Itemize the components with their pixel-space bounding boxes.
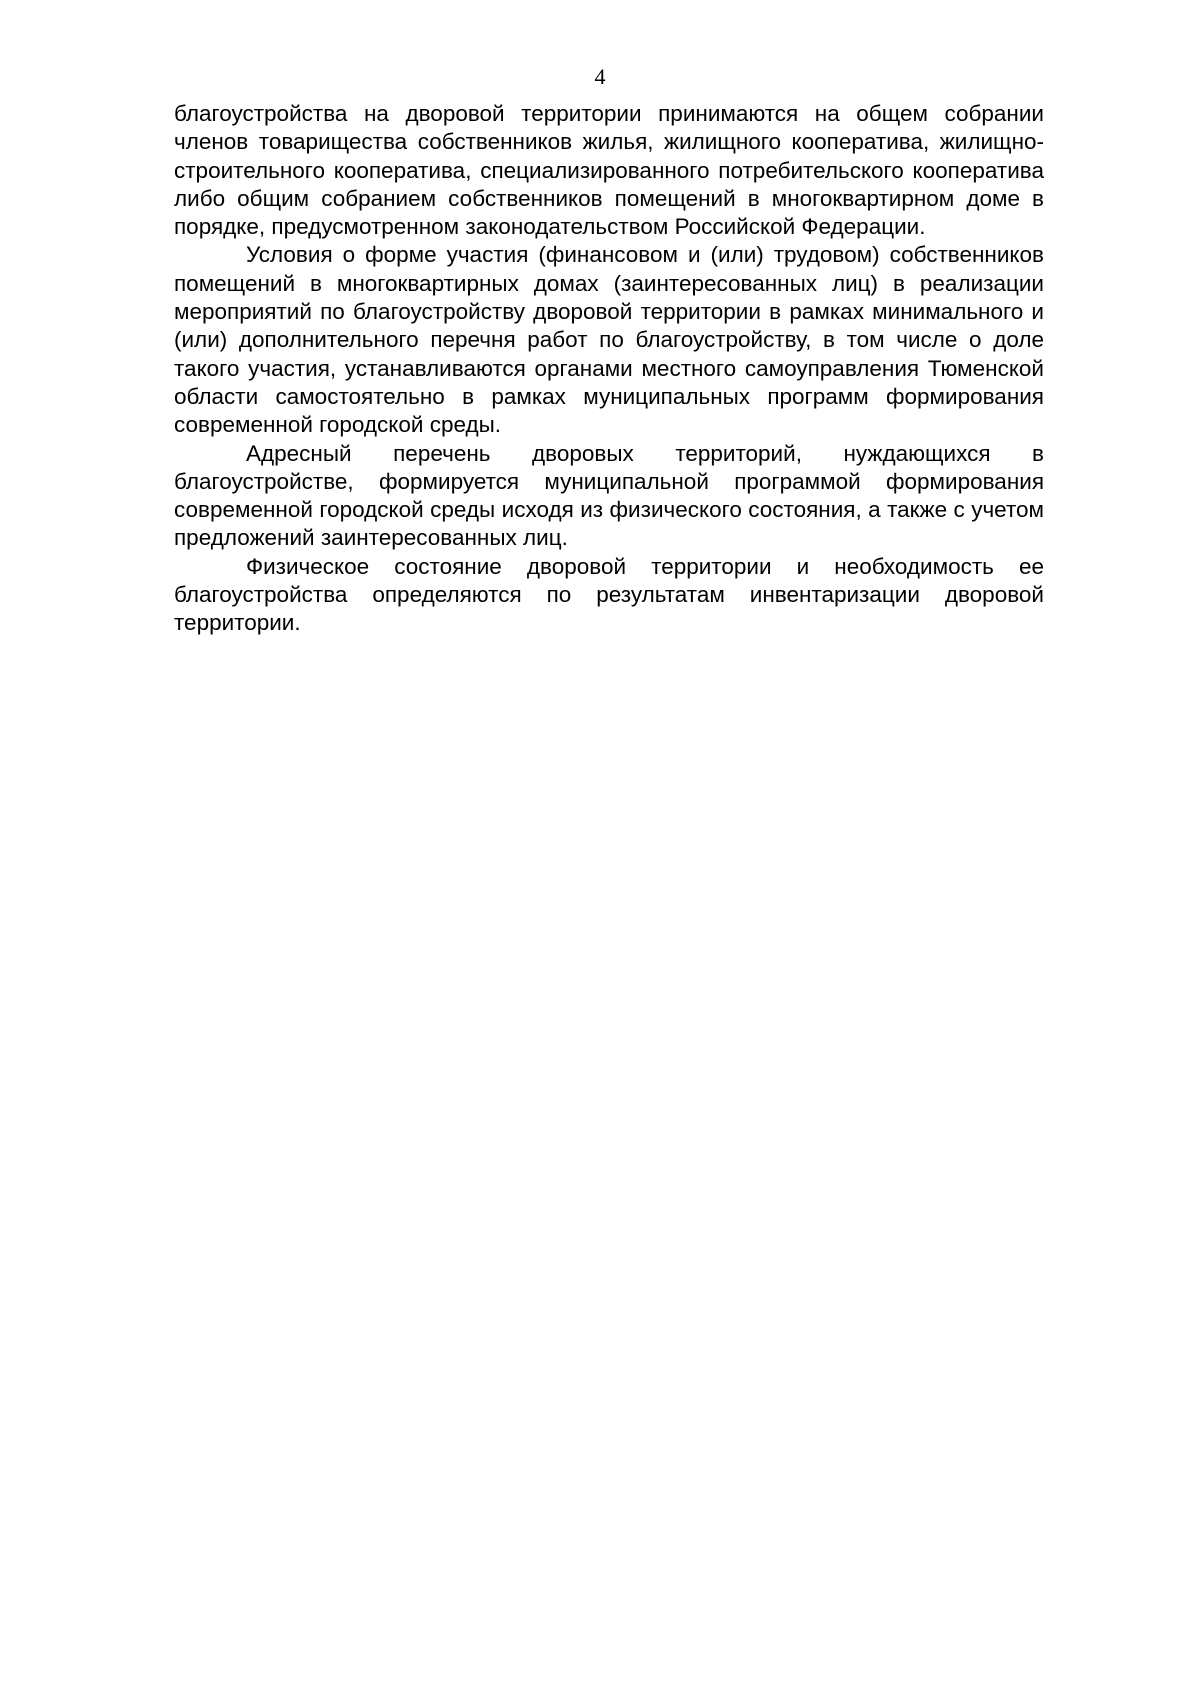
paragraph-physical-condition: Физическое состояние дворовой территории и необходимость ее благоустройства определяются по результатам инвентаризации дворовой территории. (174, 553, 1044, 636)
document-body (174, 100, 1044, 638)
paragraph-continuation: благоустройства на дворовой территории принимаются на общем собрании членов товарищества собственников жилья, жилищного кооператива, жилищно-строительного кооператива, специализированного потребительского кооператива либо общим собранием собственников помещений в многоквартирном доме в порядке, предусмотренном законодательством Российской Федерации. (174, 101, 1044, 240)
paragraph-address-list: Адресный перечень дворовых территорий, нуждающихся в благоустройстве, формируется муниципальной программой формирования современной городской среды исходя из физического состояния, а также с учетом предложений заинтересованных лиц. (174, 440, 1044, 551)
page-number: 4 (594, 64, 606, 89)
paragraph-participation-conditions: Условия о форме участия (финансовом и (или) трудовом) собственников помещений в многоквартирных домах (заинтересованных лиц) в реализации мероприятий по благоустройству дворовой территории в рамках минимального и (или) дополнительного перечня работ по благоустройству, в том числе о доле такого участия, устанавливаются органами местного самоуправления Тюменской области самостоятельно в рамках муниципальных программ формирования современной городской среды. (174, 242, 1044, 438)
